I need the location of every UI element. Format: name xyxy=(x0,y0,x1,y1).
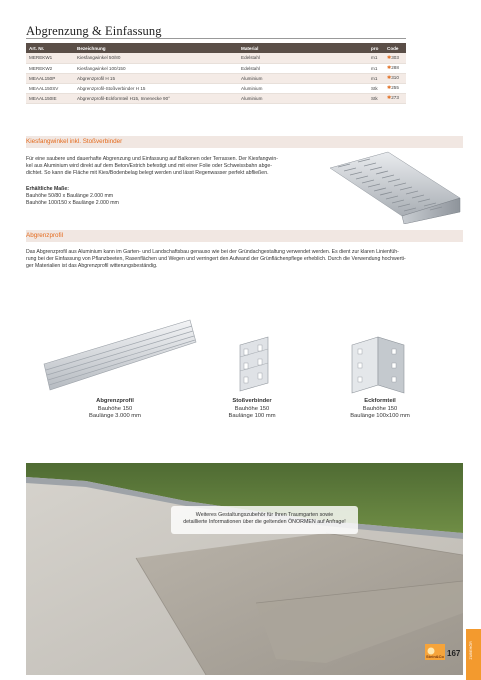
cell-bezeichnung: Abgrenzprofil-Eckformteil H15, Innenecke 90° xyxy=(74,93,238,103)
abgrenzprofil-description: Das Abgrenzprofil aus Aluminium kann im Garten- und Landschaftsbau genauso wie bei der Gründachgestaltung verwendet werden. Es dient zur klaren Linienfüh- rung bei der Einfassung von Pflanzbeeten, Rasenflächen und Wegen und verringert den Aufwand der Grünflächenpflege erheblich. Durch die Verwendung hochwerti- ger Materialien ist das Abgrenzprofil witterungsbeständig. xyxy=(26,249,406,269)
photo-callout: Weiteres Gestaltungszubehör für Ihren Traumgarten sowie detaillierte Informationen über die geltenden ÖNORMEN auf Anfrage! xyxy=(171,506,358,534)
section-heading: Abgrenzprofil xyxy=(26,232,64,239)
cell-pro: m1 xyxy=(368,63,384,73)
svg-text:Stein&Co: Stein&Co xyxy=(426,654,444,659)
size-item: Bauhöhe 100/150 x Baulänge 2.000 mm xyxy=(26,200,119,206)
eckformteil-image xyxy=(348,333,408,395)
sizes-heading: Erhältliche Maße: xyxy=(26,186,69,192)
star-icon: ✱ xyxy=(387,85,392,91)
cell-art-nr: MEREKW1 xyxy=(26,53,74,63)
cell-pro: m1 xyxy=(368,53,384,63)
caption-abgrenzprofil: Abgrenzprofil Bauhöhe 150 Baulänge 3.000 mm xyxy=(89,398,141,419)
section-header-abgrenzprofil xyxy=(26,230,463,242)
caption-stossverbinder: Stoßverbinder Bauhöhe 150 Baulänge 100 mm xyxy=(228,398,276,419)
cell-material: Aluminium xyxy=(238,83,368,93)
star-icon: ✱ xyxy=(387,75,392,81)
star-icon: ✱ xyxy=(387,95,392,101)
cell-code: ✱310 xyxy=(384,73,406,83)
kiesfangwinkel-image xyxy=(328,150,464,224)
section-side-tab: ZUBEHÖR xyxy=(466,629,481,680)
size-item: Bauhöhe 50/80 x Baulänge 2.000 mm xyxy=(26,193,114,199)
abgrenzprofil-image xyxy=(40,316,200,392)
cell-pro: Stk xyxy=(368,93,384,103)
table-row xyxy=(26,53,406,63)
column-header-bezeichnung: Bezeichnung xyxy=(74,43,238,53)
column-header-code: Code xyxy=(384,43,406,53)
section-heading: Kiesfangwinkel inkl. Stoßverbinder xyxy=(26,138,123,145)
kiesfang-description: Für eine saubere und dauerhafte Abgrenzung und Einfassung auf Balkonen oder Terrassen. Der Kiesfangwin- kel aus Aluminium wird direkt auf dem Beton/Estrich befestigt und mit einer Folie oder Schweissbahn abge- dichtet. So kann die Fläche mit Kies/Bodenbelag belegt werden und lässt Regenwasser perfekt abfließen. xyxy=(26,156,278,176)
available-sizes xyxy=(26,186,226,207)
star-icon: ✱ xyxy=(387,65,392,71)
cell-code: ✱288 xyxy=(384,63,406,73)
star-icon: ✱ xyxy=(387,54,392,61)
product-table xyxy=(26,43,406,104)
cell-material: Edelstahl xyxy=(238,63,368,73)
garden-photo xyxy=(26,463,463,675)
garden-scene xyxy=(26,463,463,675)
section-header-kiesfangwinkel xyxy=(26,136,463,148)
cell-material: Edelstahl xyxy=(238,53,368,63)
page-title: Abgrenzung & Einfassung xyxy=(26,24,162,38)
cell-code: ✱273 xyxy=(384,93,406,103)
table-row xyxy=(26,83,406,93)
stossverbinder-image xyxy=(234,335,274,395)
cell-pro: Stk xyxy=(368,83,384,93)
column-header-art-nr: Art. Nr. xyxy=(26,43,74,53)
cell-art-nr: MEREKW2 xyxy=(26,63,74,73)
cell-bezeichnung: Kiesfangwinkel 50/80 xyxy=(74,53,238,63)
cell-code: ✱255 xyxy=(384,83,406,93)
cell-material: Aluminium xyxy=(238,73,368,83)
cell-code: ✱303 xyxy=(384,53,406,63)
table-row xyxy=(26,73,406,83)
table-header-row xyxy=(26,43,406,53)
cell-art-nr: MEAAL150SV xyxy=(26,83,74,93)
cell-art-nr: MEAAL150IE xyxy=(26,93,74,103)
table-row xyxy=(26,93,406,103)
cell-material: Aluminium xyxy=(238,93,368,103)
cell-pro: m1 xyxy=(368,73,384,83)
column-header-material: Material xyxy=(238,43,368,53)
caption-eckformteil: Eckformteil Bauhöhe 150 Baulänge 100x100 mm xyxy=(350,398,410,419)
cell-bezeichnung: Abgrenzprofil H 15 xyxy=(74,73,238,83)
page-number: 167 xyxy=(447,649,461,658)
cell-bezeichnung: Kiesfangwinkel 100/150 xyxy=(74,63,238,73)
table-row xyxy=(26,63,406,73)
cell-bezeichnung: Abgrenzprofil-Stoßverbinder H 15 xyxy=(74,83,238,93)
column-header-pro: pro xyxy=(368,43,384,53)
title-divider xyxy=(26,38,406,39)
brand-logo xyxy=(425,644,445,660)
cell-art-nr: MEAAL150P xyxy=(26,73,74,83)
